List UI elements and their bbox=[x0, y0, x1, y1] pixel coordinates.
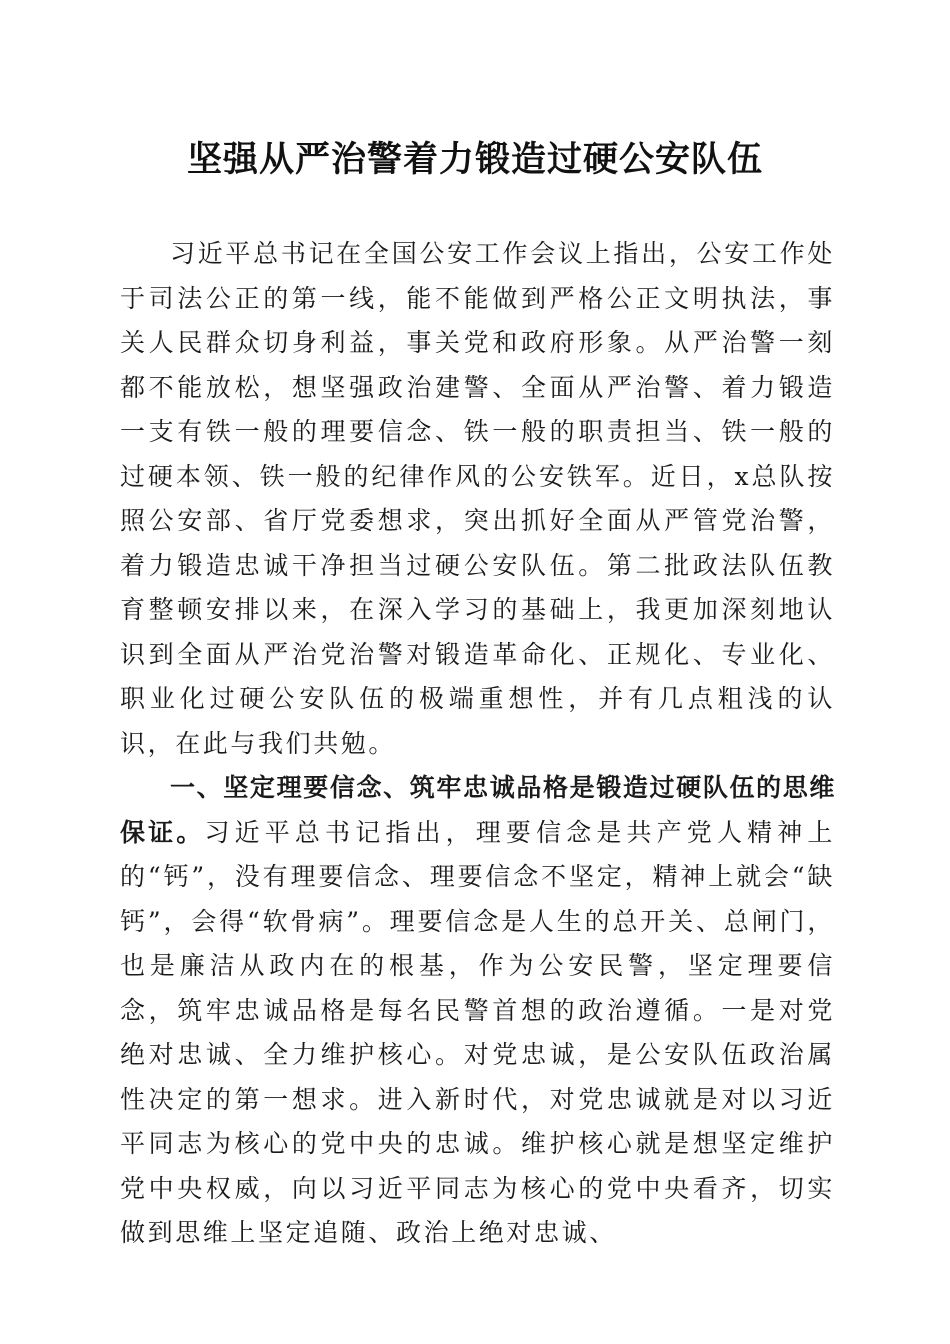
section-1-heading: 一、坚定理要信念、筑牢忠诚品格是锻造过硬队伍的思维保证。 bbox=[120, 773, 835, 847]
section-1-paragraph bbox=[120, 766, 835, 1256]
document-body bbox=[120, 232, 835, 1256]
section-1-body: 习近平总书记指出，理要信念是共产党人精神上的“钙”，没有理要信念、理要信念不坚定，精神上就会“缺钙”，会得“软骨病”。理要信念是人生的总开关、总闸门，也是廉洁从政内在的根基，作为公安民警，坚定理要信念，筑牢忠诚品格是每名民警首想的政治遵循。一是对党绝对忠诚、全力维护核心。对党忠诚，是公安队伍政治属性决定的第一想求。进入新时代，对党忠诚就是对以习近平同志为核心的党中央的忠诚。维护核心就是想坚定维护党中央权威，向以习近平同志为核心的党中央看齐，切实做到思维上坚定追随、政治上绝对忠诚、 bbox=[120, 817, 835, 1247]
intro-paragraph: 习近平总书记在全国公安工作会议上指出，公安工作处于司法公正的第一线，能不能做到严格公正文明执法，事关人民群众切身利益，事关党和政府形象。从严治警一刻都不能放松，想坚强政治建警、全面从严治警、着力锻造一支有铁一般的理要信念、铁一般的职责担当、铁一般的过硬本领、铁一般的纪律作风的公安铁军。近日，x总队按照公安部、省厅党委想求，突出抓好全面从严管党治警，着力锻造忠诚干净担当过硬公安队伍。第二批政法队伍教育整顿安排以来，在深入学习的基础上，我更加深刻地认识到全面从严治党治警对锻造革命化、正规化、专业化、职业化过硬公安队伍的极端重想性，并有几点粗浅的认识，在此与我们共勉。 bbox=[120, 239, 835, 758]
document-title: 坚强从严治警着力锻造过硬公安队伍 bbox=[186, 139, 763, 180]
